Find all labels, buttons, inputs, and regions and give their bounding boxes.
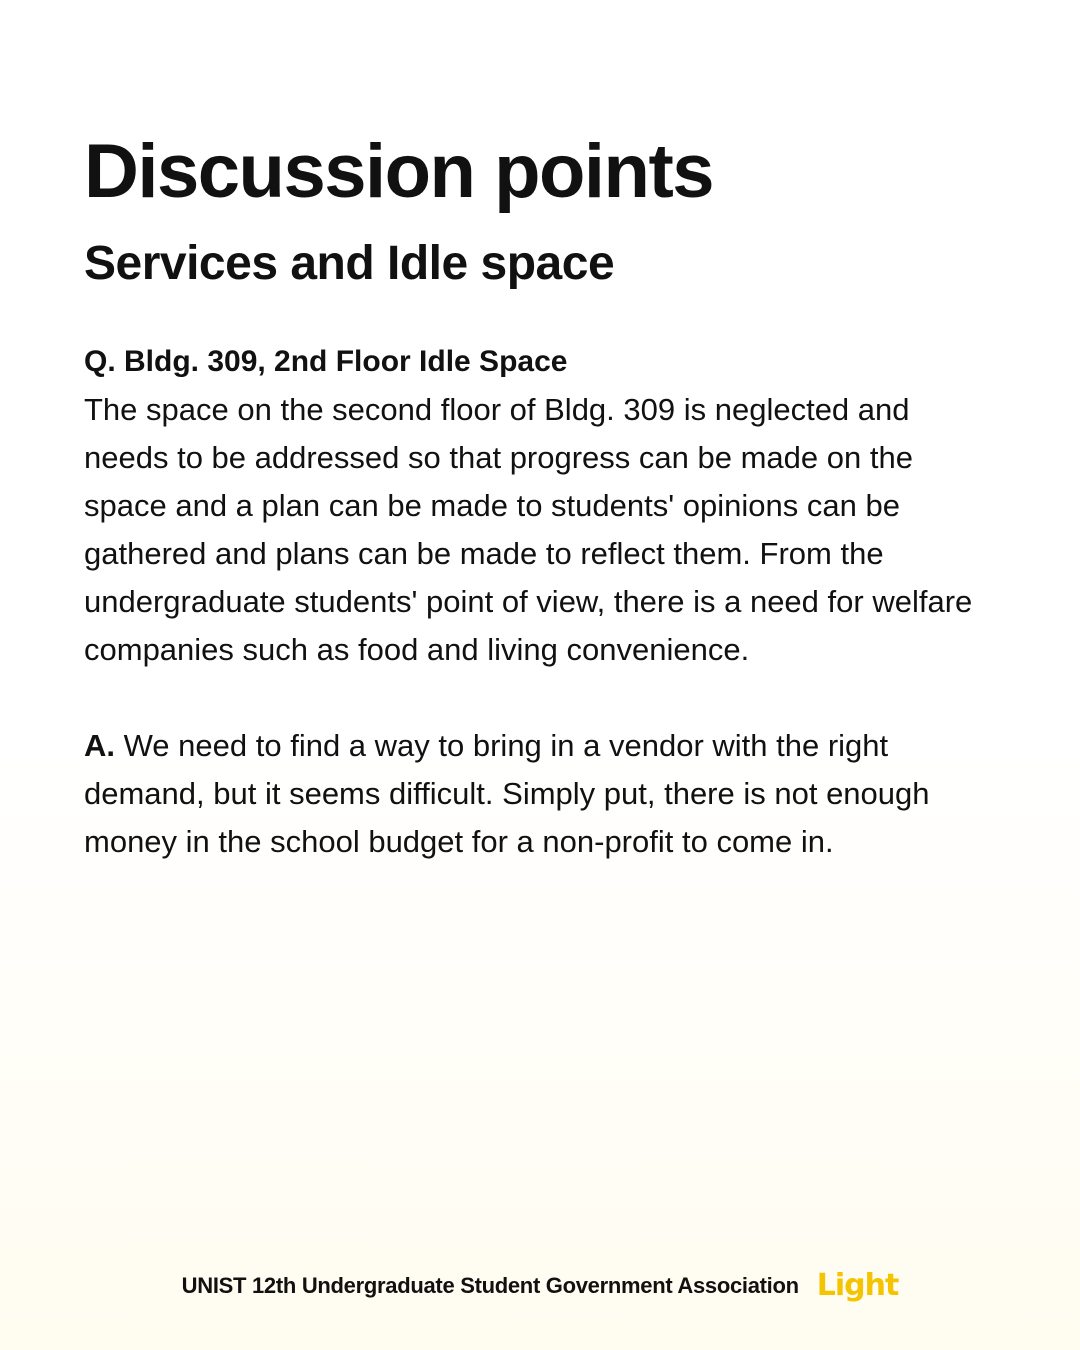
question-block [84, 338, 984, 674]
answer-label: A. [84, 728, 115, 763]
answer-body: We need to find a way to bring in a vendor with the right demand, but it seems difficult. Simply put, there is not enough money in the school budget for a non-profit to come in. [84, 728, 930, 859]
answer-paragraph [84, 722, 984, 866]
organization-name: UNIST 12th Undergraduate Student Government Association [181, 1273, 799, 1298]
page-title: Discussion points [84, 129, 714, 214]
main-content [84, 128, 984, 866]
page-subtitle: Services and Idle space [84, 237, 615, 290]
question-heading: Q. Bldg. 309, 2nd Floor Idle Space [84, 345, 568, 378]
brand-logo: Light [816, 1268, 899, 1303]
footer [0, 1264, 1080, 1308]
answer-block [84, 722, 984, 866]
question-body: The space on the second floor of Bldg. 309 is neglected and needs to be addressed so that progress can be made on the space and a plan can be made to students' opinions can be gathered and plans can be made to reflect them. From the undergraduate students' point of view, there is a need for welfare companies such as food and living convenience. [84, 392, 973, 667]
